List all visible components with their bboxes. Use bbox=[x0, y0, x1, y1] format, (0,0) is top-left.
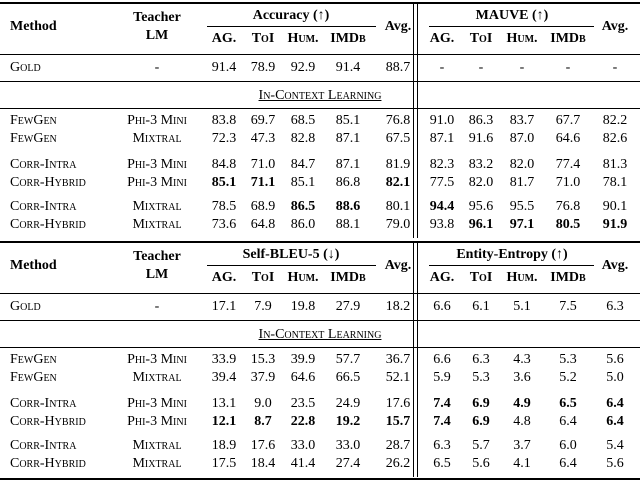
gold-rule bbox=[0, 81, 640, 82]
table-cell: 9.0 bbox=[254, 396, 272, 411]
table-cell: 5.6 bbox=[606, 456, 624, 471]
table-cell: 6.5 bbox=[559, 396, 577, 411]
table-cell: 5.0 bbox=[606, 370, 624, 385]
table-cell: 33.0 bbox=[290, 438, 316, 453]
table-cell: 95.5 bbox=[509, 199, 535, 214]
group-underline bbox=[429, 26, 594, 27]
column-separator bbox=[417, 4, 418, 238]
teacher-name: Mixtral bbox=[132, 131, 182, 146]
table-cell: 73.6 bbox=[211, 217, 237, 232]
teacher-header-lm: LM bbox=[145, 267, 169, 282]
table-cell: 64.6 bbox=[555, 131, 581, 146]
table-cell: 6.4 bbox=[606, 396, 624, 411]
method-name: FewGen bbox=[10, 370, 57, 385]
table-cell: 81.3 bbox=[602, 157, 628, 172]
table-cell: 66.5 bbox=[335, 370, 361, 385]
table-cell: 5.3 bbox=[559, 352, 577, 367]
table-cell: 3.7 bbox=[513, 438, 531, 453]
table-cell: 47.3 bbox=[250, 131, 276, 146]
table-cell: 6.5 bbox=[433, 456, 451, 471]
avg-header: Avg. bbox=[384, 19, 412, 34]
table-cell: 91.6 bbox=[468, 131, 494, 146]
column-header: AG. bbox=[429, 270, 455, 285]
gold-rule bbox=[0, 320, 640, 321]
table-cell: 93.8 bbox=[429, 217, 455, 232]
table-cell: 6.4 bbox=[559, 414, 577, 429]
table-cell: 82.1 bbox=[385, 175, 411, 190]
teacher-header: Teacher bbox=[133, 10, 181, 25]
teacher-name: Mixtral bbox=[132, 370, 182, 385]
column-header: Hum. bbox=[506, 31, 538, 46]
table-cell: 33.9 bbox=[211, 352, 237, 367]
table-cell: 17.5 bbox=[211, 456, 237, 471]
table-cell: 95.6 bbox=[468, 199, 494, 214]
table-cell: 84.7 bbox=[290, 157, 316, 172]
table-cell: 85.1 bbox=[211, 175, 237, 190]
top-rule bbox=[0, 2, 640, 4]
table-cell: 91.0 bbox=[429, 113, 455, 128]
table-cell: 68.5 bbox=[290, 113, 316, 128]
column-separator bbox=[413, 243, 414, 477]
column-separator bbox=[417, 243, 418, 477]
gold-value: - bbox=[519, 60, 525, 75]
gold-value: 78.9 bbox=[250, 60, 276, 75]
column-header: ToI bbox=[251, 270, 275, 285]
table-cell: 80.1 bbox=[385, 199, 411, 214]
table-cell: 17.6 bbox=[385, 396, 411, 411]
table-cell: 12.1 bbox=[211, 414, 237, 429]
table-cell: 82.3 bbox=[429, 157, 455, 172]
table-cell: 6.4 bbox=[559, 456, 577, 471]
gold-teacher: - bbox=[154, 60, 160, 75]
table-cell: 82.0 bbox=[468, 175, 494, 190]
method-name: Corr-Hybrid bbox=[10, 175, 86, 190]
table-cell: 41.4 bbox=[290, 456, 316, 471]
table-cell: 15.3 bbox=[250, 352, 276, 367]
gold-value: 6.1 bbox=[472, 299, 490, 314]
table-cell: 86.8 bbox=[335, 175, 361, 190]
table-cell: 69.7 bbox=[250, 113, 276, 128]
teacher-header: Teacher bbox=[133, 249, 181, 264]
column-header: IMDb bbox=[330, 31, 366, 46]
table-cell: 4.3 bbox=[513, 352, 531, 367]
table-cell: 4.9 bbox=[513, 396, 531, 411]
gold-value: - bbox=[439, 60, 445, 75]
table-cell: 81.7 bbox=[509, 175, 535, 190]
table-cell: 83.2 bbox=[468, 157, 494, 172]
table-cell: 83.8 bbox=[211, 113, 237, 128]
table-cell: 81.9 bbox=[385, 157, 411, 172]
column-header: Hum. bbox=[287, 31, 319, 46]
table-cell: 87.1 bbox=[429, 131, 455, 146]
table-cell: 71.0 bbox=[250, 157, 276, 172]
table-cell: 6.9 bbox=[472, 414, 490, 429]
gold-value: 19.8 bbox=[290, 299, 316, 314]
group-underline bbox=[429, 265, 594, 266]
teacher-name: Mixtral bbox=[132, 456, 182, 471]
table-cell: 6.3 bbox=[472, 352, 490, 367]
table-cell: 7.4 bbox=[433, 396, 451, 411]
gold-teacher: - bbox=[154, 299, 160, 314]
table-cell: 82.8 bbox=[290, 131, 316, 146]
teacher-name: Phi-3 Mini bbox=[127, 396, 187, 411]
table-cell: 4.1 bbox=[513, 456, 531, 471]
section-heading: In-Context Learning bbox=[258, 88, 382, 103]
table-cell: 82.2 bbox=[602, 113, 628, 128]
table-cell: 5.7 bbox=[472, 438, 490, 453]
teacher-name: Phi-3 Mini bbox=[127, 414, 187, 429]
column-separator bbox=[413, 4, 414, 238]
table-cell: 67.7 bbox=[555, 113, 581, 128]
gold-value: - bbox=[612, 60, 618, 75]
table-cell: 27.4 bbox=[335, 456, 361, 471]
table-cell: 82.6 bbox=[602, 131, 628, 146]
table-cell: 18.9 bbox=[211, 438, 237, 453]
column-header: ToI bbox=[469, 31, 493, 46]
table-cell: 86.3 bbox=[468, 113, 494, 128]
table-cell: 5.6 bbox=[606, 352, 624, 367]
table-cell: 91.9 bbox=[602, 217, 628, 232]
teacher-header-lm: LM bbox=[145, 28, 169, 43]
table-cell: 4.8 bbox=[513, 414, 531, 429]
method-name: Corr-Hybrid bbox=[10, 456, 86, 471]
method-name: FewGen bbox=[10, 352, 57, 367]
table-cell: 13.1 bbox=[211, 396, 237, 411]
section-rule bbox=[0, 108, 640, 109]
table-cell: 71.1 bbox=[250, 175, 276, 190]
table-cell: 76.8 bbox=[555, 199, 581, 214]
table-cell: 86.5 bbox=[290, 199, 316, 214]
table-cell: 5.3 bbox=[472, 370, 490, 385]
table-cell: 22.8 bbox=[290, 414, 316, 429]
table-cell: 76.8 bbox=[385, 113, 411, 128]
table-cell: 86.0 bbox=[290, 217, 316, 232]
table-cell: 3.6 bbox=[513, 370, 531, 385]
group-heading: Self-BLEU-5 (↓) bbox=[242, 247, 340, 262]
gold-value: - bbox=[565, 60, 571, 75]
table-cell: 52.1 bbox=[385, 370, 411, 385]
table-cell: 64.6 bbox=[290, 370, 316, 385]
table-cell: 82.0 bbox=[509, 157, 535, 172]
group-heading: Entity-Entropy (↑) bbox=[456, 247, 568, 262]
table-cell: 57.7 bbox=[335, 352, 361, 367]
method-name: FewGen bbox=[10, 131, 57, 146]
table-cell: 6.3 bbox=[433, 438, 451, 453]
table-cell: 5.2 bbox=[559, 370, 577, 385]
group-heading: Accuracy (↑) bbox=[252, 8, 330, 23]
table-cell: 87.1 bbox=[335, 157, 361, 172]
table-cell: 36.7 bbox=[385, 352, 411, 367]
method-name: Corr-Intra bbox=[10, 199, 77, 214]
table-cell: 94.4 bbox=[429, 199, 455, 214]
column-header: AG. bbox=[211, 270, 237, 285]
avg-header: Avg. bbox=[601, 19, 629, 34]
column-header: IMDb bbox=[330, 270, 366, 285]
method-name: Corr-Intra bbox=[10, 396, 77, 411]
column-header: ToI bbox=[251, 31, 275, 46]
table-cell: 90.1 bbox=[602, 199, 628, 214]
group-underline bbox=[207, 26, 376, 27]
gold-value: 17.1 bbox=[211, 299, 237, 314]
table-cell: 15.7 bbox=[385, 414, 411, 429]
header-rule bbox=[0, 293, 640, 294]
method-header: Method bbox=[10, 19, 57, 34]
method-name: Corr-Hybrid bbox=[10, 217, 86, 232]
column-header: AG. bbox=[429, 31, 455, 46]
gold-value: 18.2 bbox=[385, 299, 411, 314]
teacher-name: Phi-3 Mini bbox=[127, 352, 187, 367]
teacher-name: Mixtral bbox=[132, 438, 182, 453]
gold-value: 5.1 bbox=[513, 299, 531, 314]
table-cell: 37.9 bbox=[250, 370, 276, 385]
table-cell: 39.9 bbox=[290, 352, 316, 367]
table-cell: 6.6 bbox=[433, 352, 451, 367]
table-cell: 24.9 bbox=[335, 396, 361, 411]
table-cell: 39.4 bbox=[211, 370, 237, 385]
table-cell: 85.1 bbox=[335, 113, 361, 128]
table-cell: 33.0 bbox=[335, 438, 361, 453]
table-cell: 5.4 bbox=[606, 438, 624, 453]
method-name: Corr-Hybrid bbox=[10, 414, 86, 429]
table-cell: 84.8 bbox=[211, 157, 237, 172]
table-cell: 77.4 bbox=[555, 157, 581, 172]
table-cell: 88.1 bbox=[335, 217, 361, 232]
gold-value: - bbox=[478, 60, 484, 75]
table-cell: 5.6 bbox=[472, 456, 490, 471]
table-cell: 6.4 bbox=[606, 414, 624, 429]
table-cell: 83.7 bbox=[509, 113, 535, 128]
column-header: Hum. bbox=[287, 270, 319, 285]
method-name: Corr-Intra bbox=[10, 438, 77, 453]
bottom-rule bbox=[0, 478, 640, 480]
teacher-name: Mixtral bbox=[132, 217, 182, 232]
teacher-name: Phi-3 Mini bbox=[127, 113, 187, 128]
gold-value: 7.5 bbox=[559, 299, 577, 314]
column-header: IMDb bbox=[550, 31, 586, 46]
table-cell: 67.5 bbox=[385, 131, 411, 146]
top-rule bbox=[0, 241, 640, 243]
avg-header: Avg. bbox=[601, 258, 629, 273]
table-cell: 87.0 bbox=[509, 131, 535, 146]
table-cell: 5.9 bbox=[433, 370, 451, 385]
table-cell: 28.7 bbox=[385, 438, 411, 453]
table-cell: 71.0 bbox=[555, 175, 581, 190]
group-heading: MAUVE (↑) bbox=[475, 8, 549, 23]
table-cell: 23.5 bbox=[290, 396, 316, 411]
table-cell: 97.1 bbox=[509, 217, 535, 232]
gold-method: Gold bbox=[10, 60, 41, 75]
table-cell: 85.1 bbox=[290, 175, 316, 190]
table-cell: 88.6 bbox=[335, 199, 361, 214]
table-cell: 8.7 bbox=[254, 414, 272, 429]
table-cell: 78.1 bbox=[602, 175, 628, 190]
gold-value: 6.6 bbox=[433, 299, 451, 314]
gold-value: 27.9 bbox=[335, 299, 361, 314]
gold-value: 7.9 bbox=[254, 299, 272, 314]
teacher-name: Phi-3 Mini bbox=[127, 175, 187, 190]
gold-value: 91.4 bbox=[335, 60, 361, 75]
column-header: ToI bbox=[469, 270, 493, 285]
table-cell: 77.5 bbox=[429, 175, 455, 190]
group-underline bbox=[207, 265, 376, 266]
table-cell: 19.2 bbox=[335, 414, 361, 429]
gold-value: 92.9 bbox=[290, 60, 316, 75]
table-cell: 64.8 bbox=[250, 217, 276, 232]
column-header: Hum. bbox=[506, 270, 538, 285]
table-cell: 80.5 bbox=[555, 217, 581, 232]
table-cell: 72.3 bbox=[211, 131, 237, 146]
table-cell: 6.0 bbox=[559, 438, 577, 453]
teacher-name: Mixtral bbox=[132, 199, 182, 214]
table-cell: 6.9 bbox=[472, 396, 490, 411]
table-cell: 7.4 bbox=[433, 414, 451, 429]
method-header: Method bbox=[10, 258, 57, 273]
table-cell: 79.0 bbox=[385, 217, 411, 232]
header-rule bbox=[0, 54, 640, 55]
gold-value: 91.4 bbox=[211, 60, 237, 75]
column-header: IMDb bbox=[550, 270, 586, 285]
table-cell: 96.1 bbox=[468, 217, 494, 232]
table-cell: 17.6 bbox=[250, 438, 276, 453]
gold-value: 88.7 bbox=[385, 60, 411, 75]
gold-value: 6.3 bbox=[606, 299, 624, 314]
section-rule bbox=[0, 347, 640, 348]
table-cell: 18.4 bbox=[250, 456, 276, 471]
method-name: Corr-Intra bbox=[10, 157, 77, 172]
gold-method: Gold bbox=[10, 299, 41, 314]
column-header: AG. bbox=[211, 31, 237, 46]
teacher-name: Phi-3 Mini bbox=[127, 157, 187, 172]
avg-header: Avg. bbox=[384, 258, 412, 273]
table-cell: 78.5 bbox=[211, 199, 237, 214]
table-cell: 87.1 bbox=[335, 131, 361, 146]
method-name: FewGen bbox=[10, 113, 57, 128]
section-heading: In-Context Learning bbox=[258, 327, 382, 342]
table-cell: 26.2 bbox=[385, 456, 411, 471]
table-cell: 68.9 bbox=[250, 199, 276, 214]
